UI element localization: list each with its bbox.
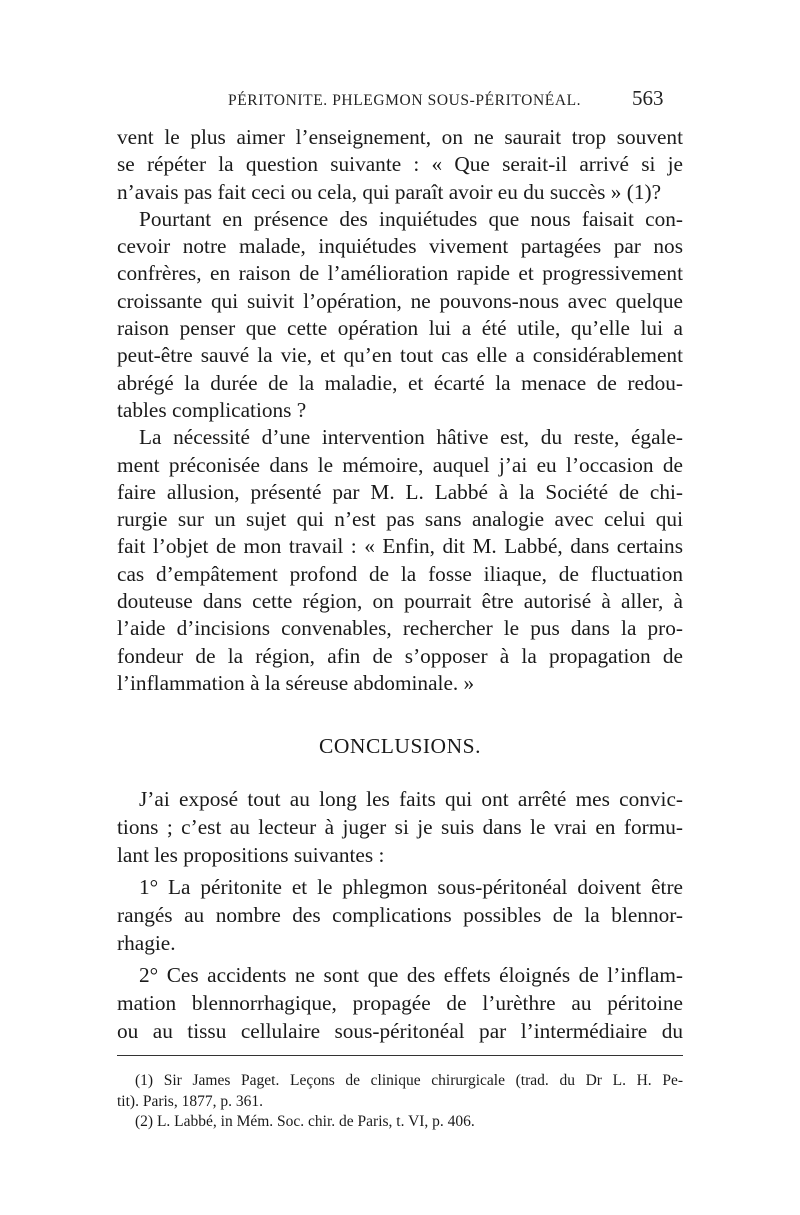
text-line: vent le plus aimer l’enseignement, on ne saurait trop souvent (117, 125, 683, 149)
conclusions-intro (117, 786, 683, 869)
page-number: 563 (632, 86, 664, 110)
text-line: fondeur de la région, afin de s’opposer à la propagation de (117, 643, 683, 668)
text-line: mation blennorrhagique, propagée de l’urèthre au péritoine (117, 990, 683, 1015)
text-line: ou au tissu cellulaire sous-péritonéal par l’intermédiaire du (117, 1018, 683, 1043)
text-line: 2° Ces accidents ne sont que des effets éloignés de l’inflam- (139, 963, 683, 987)
text-line: peut-être sauvé la vie, et qu’en tout cas elle a considérablement (117, 343, 683, 368)
running-title: PÉRITONITE. PHLEGMON SOUS-PÉRITONÉAL. (228, 92, 582, 109)
text-line: rhagie. (117, 930, 176, 955)
text-line: se répéter la question suivante : « Que serait-il arrivé si je (117, 152, 683, 177)
footnotes (117, 1071, 683, 1133)
text-line: n’avais pas fait ceci ou cela, qui paraît avoir eu du succès » (1)? (117, 179, 662, 204)
conclusion-point-1 (117, 874, 683, 957)
footnote-1-continuation: tit). Paris, 1877, p. 361. (117, 1092, 263, 1110)
text-line: l’inflammation à la séreuse abdominale. » (117, 670, 475, 695)
text-line: raison penser que cette opération lui a été utile, qu’elle lui a (117, 316, 683, 341)
conclusion-point-2 (117, 962, 683, 1045)
body-paragraphs (117, 124, 683, 697)
text-line: faire allusion, présenté par M. L. Labbé à la Société de chi- (117, 479, 683, 504)
text-line: lant les propositions suivantes : (117, 842, 385, 867)
text-line: tions ; c’est au lecteur à juger si je suis dans le vrai en formu- (117, 814, 683, 839)
text-line: croissante qui suivit l’opération, ne pouvons-nous avec quelque (117, 288, 683, 313)
section-heading: CONCLUSIONS. (319, 734, 481, 758)
footnote-1: (1) Sir James Paget. Leçons de clinique chirurgicale (trad. du Dr L. H. Pe- (135, 1072, 683, 1089)
text-line: Pourtant en présence des inquiétudes que nous faisait con- (139, 206, 683, 231)
text-line: La nécessité d’une intervention hâtive est, du reste, égale- (139, 425, 683, 450)
text-line: douteuse dans cette région, on pourrait être autorisé à aller, à (117, 589, 683, 614)
text-line: rangés au nombre des complications possibles de la blennor- (117, 902, 683, 927)
text-line: J’ai exposé tout au long les faits qui ont arrêté mes convic- (139, 787, 683, 811)
text-line: fait l’objet de mon travail : « Enfin, dit M. Labbé, dans certains (117, 534, 683, 559)
text-line: rurgie sur un sujet qui n’est pas sans analogie avec celui qui (117, 507, 683, 532)
footnote-divider (117, 1055, 683, 1056)
text-line: confrères, en raison de l’amélioration rapide et progressivement (117, 261, 683, 286)
text-line: tables complications ? (117, 397, 307, 422)
text-line: l’aide d’incisions convenables, rechercher le pus dans la pro- (117, 616, 683, 641)
text-line: ment préconisée dans le mémoire, auquel j’ai eu l’occasion de (117, 452, 683, 477)
text-line: 1° La péritonite et le phlegmon sous-péritonéal doivent être (139, 875, 683, 899)
text-line: abrégé la durée de la maladie, et écarté la menace de redou- (117, 370, 683, 395)
footnote-2: (2) L. Labbé, in Mém. Soc. chir. de Paris, t. VI, p. 406. (135, 1113, 475, 1130)
text-line: cevoir notre malade, inquiétudes vivement partagées par nos (117, 234, 683, 259)
text-line: cas d’empâtement profond de la fosse iliaque, de fluctuation (117, 561, 683, 586)
